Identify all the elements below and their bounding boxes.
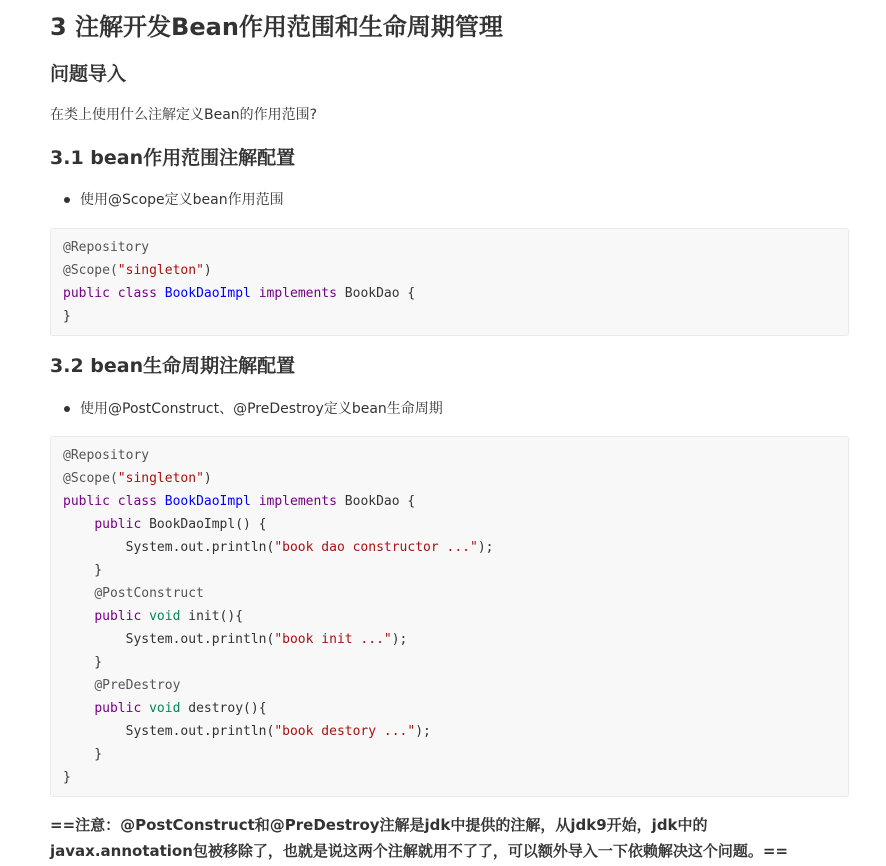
code-token: System.out.println( [63,724,275,739]
code-token [110,494,118,509]
intro-heading: 问题导入 [50,63,127,85]
code-token: ) [203,471,212,486]
code-token: ); [391,632,408,647]
code-token: @PostConstruct [94,586,204,601]
code-token: } [63,309,71,324]
section-title: 3 注解开发Bean作用范围和生命周期管理 [50,13,503,41]
code-token [141,609,149,624]
scope-bullet: 使用@Scope定义bean作用范围 [80,189,284,211]
code-token: @PreDestroy [94,678,181,693]
code-token: BookDao { [336,286,416,301]
code-token [157,494,165,509]
code-line [63,720,836,743]
code-token: BookDaoImpl() { [141,517,267,532]
code-token: } [63,770,71,785]
code-token: System.out.println( [63,540,275,555]
code-token: "singleton" [117,471,204,486]
code-line [63,651,836,674]
scope-section-heading: 3.1 bean作用范围注解配置 [50,147,296,169]
code-line [63,236,836,259]
code-token: "singleton" [117,263,204,278]
code-line [63,582,836,605]
code-token [63,678,94,693]
code-token: BookDaoImpl [164,494,251,509]
code-line [63,697,836,720]
lifecycle-bullet: 使用@PostConstruct、@PreDestroy定义bean生命周期 [80,398,443,420]
code-token: class [117,494,157,509]
code-token: @Scope( [63,471,118,486]
code-line [63,490,836,513]
code-token [157,286,165,301]
code-line [63,559,836,582]
code-token [141,701,149,716]
lifecycle-section-heading: 3.2 bean生命周期注解配置 [50,355,296,377]
scope-code-block[interactable] [50,228,849,336]
code-token: BookDaoImpl [164,286,251,301]
code-token: } [63,563,103,578]
code-token: "book init ..." [274,632,392,647]
code-token: ) [203,263,212,278]
code-line [63,259,836,282]
code-token: "book destory ..." [274,724,416,739]
code-token [251,494,259,509]
code-line [63,536,836,559]
code-token: class [117,286,157,301]
code-token [63,701,94,716]
code-token [110,286,118,301]
code-line [63,467,836,490]
code-token: public [63,286,110,301]
code-token: public [94,517,142,532]
code-line [63,674,836,697]
code-token: "book dao constructor ..." [274,540,478,555]
code-line [63,444,836,467]
code-line [63,605,836,628]
code-token: ); [415,724,431,739]
code-token: ); [477,540,494,555]
code-line [63,766,836,789]
code-token: @Repository [63,448,150,463]
code-token: System.out.println( [63,632,275,647]
code-token: } [63,747,103,762]
code-token: implements [258,494,337,509]
code-token [251,286,259,301]
code-line [63,282,836,305]
code-token [63,517,94,532]
code-token: } [63,655,103,670]
code-token [63,609,94,624]
code-line [63,628,836,651]
code-line [63,513,836,536]
code-token: @Repository [63,240,150,255]
lifecycle-code-block[interactable] [50,436,849,797]
code-token: public [63,494,110,509]
code-line [63,305,836,328]
code-token: implements [258,286,337,301]
code-token: void [149,609,181,624]
note-paragraph: ==注意：@PostConstruct和@PreDestroy注解是jdk中提供的注解，从jdk9开始，jdk中的javax.annotation包被移除了，也就是说这两个注解就用不了了，可以额外导入一下依赖解决这个问题。== [50,816,789,860]
code-token: @Scope( [63,263,118,278]
code-token: void [149,701,181,716]
code-token [63,586,94,601]
intro-question: 在类上使用什么注解定义Bean的作用范围? [50,107,318,123]
code-token: public [94,609,142,624]
code-token: destroy(){ [180,701,267,716]
code-token: public [94,701,142,716]
code-line [63,743,836,766]
code-token: BookDao { [336,494,416,509]
code-token: init(){ [180,609,244,624]
